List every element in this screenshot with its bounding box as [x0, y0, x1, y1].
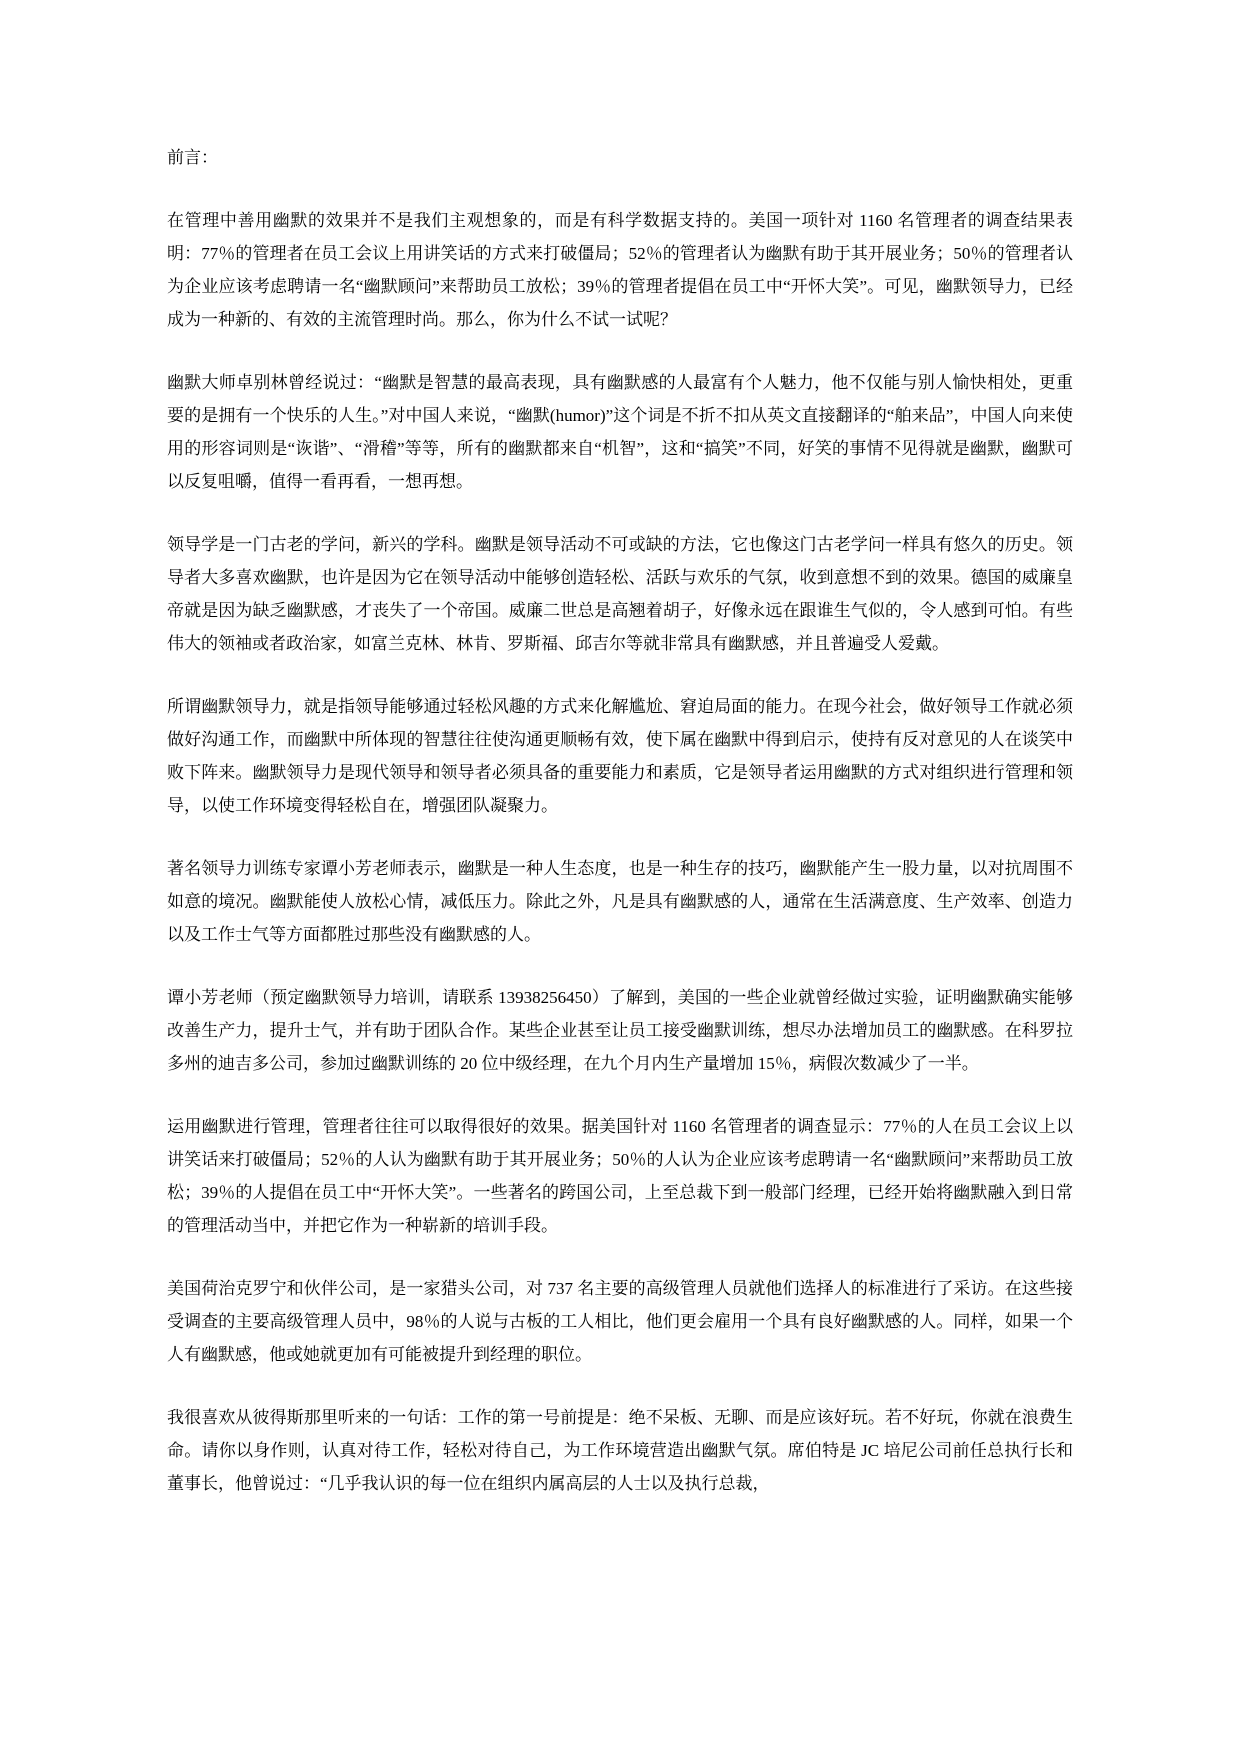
paragraph-humor-leadership-definition: 所谓幽默领导力，就是指领导能够通过轻松风趣的方式来化解尴尬、窘迫局面的能力。在现今社会，做好领导工作就必须做好沟通工作，而幽默中所体现的智慧往往使沟通更顺畅有效，使下属在幽默中得到启示，使持有反对意见的人在谈笑中败下阵来。幽默领导力是现代领导和领导者必须具备的重要能力和素质，它是领导者运用幽默的方式对组织进行管理和领导，以使工作环境变得轻松自在，增强团队凝聚力。 — [167, 697, 1073, 815]
paragraph-chaplin-quote: 幽默大师卓别林曾经说过：“幽默是智慧的最高表现，具有幽默感的人最富有个人魅力，他不仅能与别人愉快相处，更重要的是拥有一个快乐的人生。”对中国人来说，“幽默(humor)”这个词是不折不扣从英文直接翻译的“舶来品”，中国人向来使用的形容词则是“诙谐”、“滑稽”等等，所有的幽默都来自“机智”，这和“搞笑”不同，好笑的事情不见得就是幽默，幽默可以反复咀嚼，值得一看再看，一想再想。 — [167, 373, 1073, 491]
paragraph-leadership-history: 领导学是一门古老的学问，新兴的学科。幽默是领导活动不可或缺的方法，它也像这门古老学问一样具有悠久的历史。领导者大多喜欢幽默，也许是因为它在领导活动中能够创造轻松、活跃与欢乐的气氛，收到意想不到的效果。德国的威廉皇帝就是因为缺乏幽默感，才丧失了一个帝国。威廉二世总是高翘着胡子，好像永远在跟谁生气似的，令人感到可怕。有些伟大的领袖或者政治家，如富兰克林、林肯、罗斯福、邱吉尔等就非常具有幽默感，并且普遍受人爱戴。 — [167, 535, 1073, 653]
paragraph-headhunter-survey: 美国荷治克罗宁和伙伴公司，是一家猎头公司，对 737 名主要的高级管理人员就他们选择人的标准进行了采访。在这些接受调查的主要高级管理人员中，98％的人说与古板的工人相比，他们更会雇用一个具有良好幽默感的人。同样，如果一个人有幽默感，他或她就更加有可能被提升到经理的职位。 — [167, 1279, 1073, 1364]
paragraph-survey-intro: 在管理中善用幽默的效果并不是我们主观想象的，而是有科学数据支持的。美国一项针对 1160 名管理者的调查结果表明：77％的管理者在员工会议上用讲笑话的方式来打破僵局；52％的管理者认为幽默有助于其开展业务；50％的管理者认为企业应该考虑聘请一名“幽默顾问”来帮助员工放松；39％的管理者提倡在员工中“开怀大笑”。可见，幽默领导力，已经成为一种新的、有效的主流管理时尚。那么，你为什么不试一试呢？ — [167, 211, 1073, 329]
paragraph-management-survey: 运用幽默进行管理，管理者往往可以取得很好的效果。据美国针对 1160 名管理者的调查显示：77％的人在员工会议上以讲笑话来打破僵局；52％的人认为幽默有助于其开展业务；50％的人认为企业应该考虑聘请一名“幽默顾问”来帮助员工放松；39％的人提倡在员工中“开怀大笑”。一些著名的跨国公司，上至总裁下到一般部门经理，已经开始将幽默融入到日常的管理活动当中，并把它作为一种崭新的培训手段。 — [167, 1117, 1073, 1235]
preface-heading: 前言： — [167, 148, 218, 167]
paragraph-peters-quote: 我很喜欢从彼得斯那里听来的一句话：工作的第一号前提是：绝不呆板、无聊、而是应该好玩。若不好玩，你就在浪费生命。请你以身作则，认真对待工作，轻松对待自己，为工作环境营造出幽默气氛。席伯特是 JC 培尼公司前任总执行长和董事长，他曾说过：“几乎我认识的每一位在组织内属高层的人士以及执行总裁， — [167, 1408, 1073, 1493]
paragraph-tan-xiaofang-view: 著名领导力训练专家谭小芳老师表示，幽默是一种人生态度，也是一种生存的技巧，幽默能产生一股力量，以对抗周围不如意的境况。幽默能使人放松心情，减低压力。除此之外，凡是具有幽默感的人，通常在生活满意度、生产效率、创造力以及工作士气等方面都胜过那些没有幽默感的人。 — [167, 859, 1073, 944]
paragraph-training-experiment: 谭小芳老师（预定幽默领导力培训，请联系 13938256450）了解到，美国的一些企业就曾经做过实验，证明幽默确实能够改善生产力，提升士气，并有助于团队合作。某些企业甚至让员工接受幽默训练，想尽办法增加员工的幽默感。在科罗拉多州的迪吉多公司，参加过幽默训练的 20 位中级经理，在九个月内生产量增加 15％，病假次数减少了一半。 — [167, 988, 1073, 1073]
